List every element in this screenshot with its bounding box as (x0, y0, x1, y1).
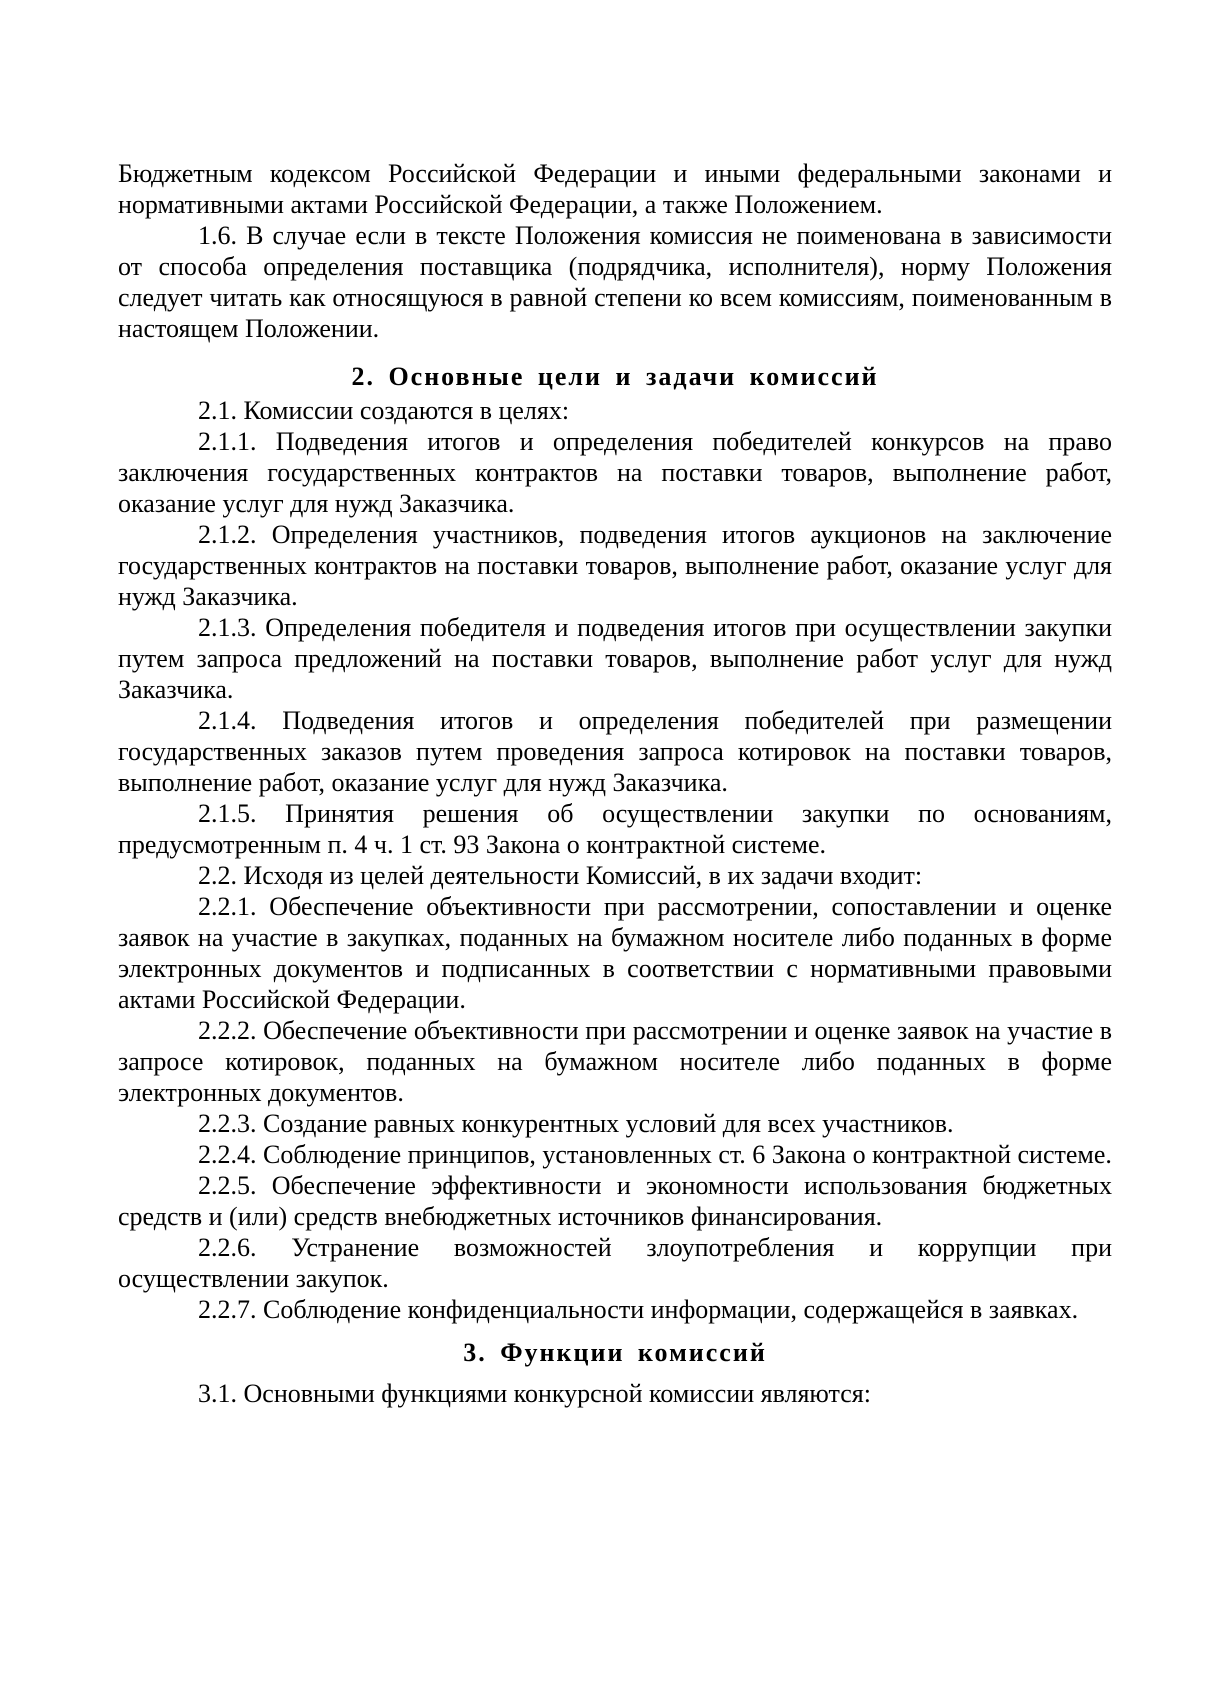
clause-2-2-3: 2.2.3. Создание равных конкурентных условий для всех участников. (198, 1109, 954, 1138)
clause-2-1-3: 2.1.3. Определения победителя и подведения итогов при осуществлении закупки путем запроса предложений на поставки товаров, выполнение работ услуг для нужд Заказчика. (118, 613, 1112, 704)
section-2-heading: 2. Основные цели и задачи комиссий (351, 362, 879, 391)
clause-2-2-4: 2.2.4. Соблюдение принципов, установленных ст. 6 Закона о контрактной системе. (198, 1140, 1112, 1169)
paragraph-continuation: Бюджетным кодексом Российской Федерации и иными федеральными законами и нормативными актами Российской Федерации, а также Положением. (118, 159, 1112, 219)
clause-2-1-5: 2.1.5. Принятия решения об осуществлении закупки по основаниям, предусмотренным п. 4 ч. 1 ст. 93 Закона о контрактной системе. (118, 799, 1112, 859)
document-content (118, 158, 1112, 1409)
clause-2-1-2: 2.1.2. Определения участников, подведения итогов аукционов на заключение государственных контрактов на поставки товаров, выполнение работ, оказание услуг для нужд Заказчика. (118, 520, 1112, 611)
clause-2-1: 2.1. Комиссии создаются в целях: (198, 396, 570, 425)
clause-2-2-1: 2.2.1. Обеспечение объективности при рассмотрении, сопоставлении и оценке заявок на участие в закупках, поданных на бумажном носителе либо поданных в форме электронных документов и подписанных в соответствии с нормативными правовыми актами Российской Федерации. (118, 892, 1112, 1014)
clause-2-2-2: 2.2.2. Обеспечение объективности при рассмотрении и оценке заявок на участие в запросе котировок, поданных на бумажном носителе либо поданных в форме электронных документов. (118, 1016, 1112, 1107)
clause-2-2-6: 2.2.6. Устранение возможностей злоупотребления и коррупции при осуществлении закупок. (118, 1233, 1112, 1293)
section-3-heading: 3. Функции комиссий (463, 1338, 767, 1367)
clause-2-2: 2.2. Исходя из целей деятельности Комиссий, в их задачи входит: (198, 861, 923, 890)
clause-2-1-4: 2.1.4. Подведения итогов и определения победителей при размещении государственных заказов путем проведения запроса котировок на поставки товаров, выполнение работ, оказание услуг для нужд Заказчика. (118, 706, 1112, 797)
clause-1-6: 1.6. В случае если в тексте Положения комиссия не поименована в зависимости от способа определения поставщика (подрядчика, исполнителя), норму Положения следует читать как относящуюся в равной степени ко всем комиссиям, поименованным в настоящем Положении. (118, 221, 1112, 343)
clause-3-1: 3.1. Основными функциями конкурсной комиссии являются: (198, 1379, 871, 1408)
clause-2-2-5: 2.2.5. Обеспечение эффективности и экономности использования бюджетных средств и (или) средств внебюджетных источников финансирования. (118, 1171, 1112, 1231)
clause-2-1-1: 2.1.1. Подведения итогов и определения победителей конкурсов на право заключения государственных контрактов на поставки товаров, выполнение работ, оказание услуг для нужд Заказчика. (118, 427, 1112, 518)
clause-2-2-7: 2.2.7. Соблюдение конфиденциальности информации, содержащейся в заявках. (198, 1295, 1079, 1324)
